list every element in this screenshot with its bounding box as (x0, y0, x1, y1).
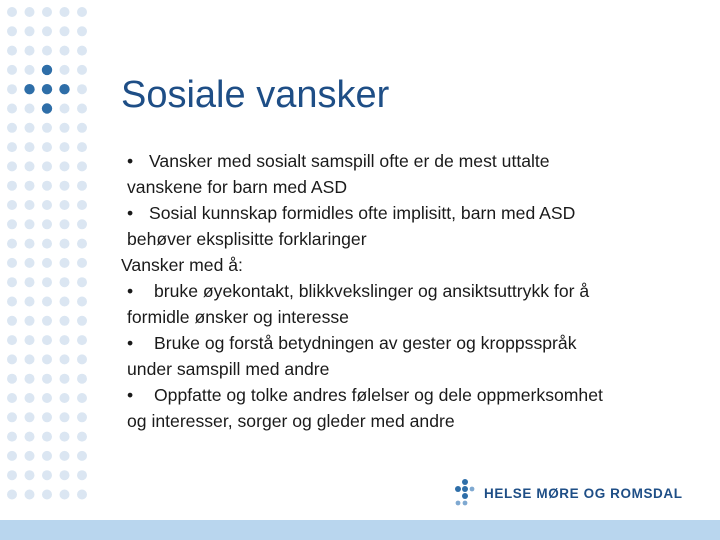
decorative-dot (42, 161, 52, 171)
decorative-dot (7, 297, 17, 307)
decorative-dot (7, 65, 17, 75)
decorative-dot (25, 65, 35, 75)
decorative-dot (25, 161, 35, 171)
decorative-dot (77, 219, 87, 229)
decorative-dot (77, 470, 87, 480)
decorative-dot (42, 316, 52, 326)
bullet-marker: • (127, 385, 134, 405)
bullet-text-continuation: under samspill med andre (127, 359, 330, 379)
decorative-dot (59, 84, 69, 94)
decorative-dot (25, 412, 35, 422)
decorative-dot (7, 277, 17, 287)
decorative-dot (42, 432, 52, 442)
decorative-dot (77, 7, 87, 17)
decorative-dot (7, 161, 17, 171)
bullet-text: Vansker med sosialt samspill ofte er de mest uttalte (149, 151, 550, 171)
decorative-dot (77, 239, 87, 249)
decorative-dot (7, 219, 17, 229)
decorative-dot (42, 103, 52, 113)
decorative-dot (60, 451, 70, 461)
decorative-dot (42, 219, 52, 229)
decorative-dot (77, 277, 87, 287)
decorative-dot (42, 200, 52, 210)
decorative-dot (25, 123, 35, 133)
bullet-text: Oppfatte og tolke andres følelser og dele oppmerksomhet (154, 385, 603, 405)
decorative-dot (77, 335, 87, 345)
decorative-dot (7, 104, 17, 114)
decorative-dot (42, 412, 52, 422)
bullet-marker: • (127, 333, 134, 353)
decorative-dot (60, 239, 70, 249)
decorative-dot (25, 451, 35, 461)
decorative-dot (7, 258, 17, 268)
decorative-dot (77, 258, 87, 268)
decorative-dot (60, 219, 70, 229)
decorative-dot (60, 316, 70, 326)
decorative-dot (42, 277, 52, 287)
decorative-dot (60, 432, 70, 442)
decorative-dot (60, 65, 70, 75)
decorative-dot (42, 470, 52, 480)
dots-logo-icon (452, 478, 478, 508)
decorative-dot (42, 490, 52, 500)
decorative-dot (77, 316, 87, 326)
decorative-dot (25, 239, 35, 249)
decorative-dot (77, 104, 87, 114)
decorative-dot (77, 451, 87, 461)
decorative-dot (77, 393, 87, 403)
decorative-dot (77, 84, 87, 94)
decorative-dot (60, 277, 70, 287)
decorative-dot (25, 393, 35, 403)
decorative-dot (42, 84, 52, 94)
decorative-dot (7, 200, 17, 210)
decorative-dot (42, 142, 52, 152)
decorative-dot (25, 335, 35, 345)
decorative-dot (25, 432, 35, 442)
decorative-dot (60, 26, 70, 36)
decorative-dot (25, 316, 35, 326)
decorative-dot (60, 374, 70, 384)
bullet-text-continuation: vanskene for barn med ASD (127, 177, 348, 197)
decorative-dot (7, 239, 17, 249)
decorative-dot (7, 335, 17, 345)
decorative-dot (7, 470, 17, 480)
decorative-dot (77, 161, 87, 171)
bullet-marker: • (127, 281, 134, 301)
decorative-dot (7, 181, 17, 191)
section-heading: Vansker med å: (121, 255, 243, 275)
decorative-dot (77, 142, 87, 152)
decorative-dot (7, 26, 17, 36)
decorative-dot (60, 412, 70, 422)
decorative-dot (25, 470, 35, 480)
decorative-dot (42, 451, 52, 461)
decorative-dot (42, 258, 52, 268)
decorative-dot (42, 46, 52, 56)
decorative-dot (25, 374, 35, 384)
decorative-dot (7, 412, 17, 422)
bullet-item (121, 148, 711, 174)
decorative-dot (25, 490, 35, 500)
decorative-dot (60, 123, 70, 133)
decorative-dot (77, 374, 87, 384)
decorative-dot (7, 374, 17, 384)
decorative-dot (77, 432, 87, 442)
slide-title: Sosiale vansker (121, 74, 390, 116)
decorative-dot (77, 26, 87, 36)
bullet-item (121, 278, 711, 304)
decorative-dot (42, 393, 52, 403)
logo (452, 478, 683, 508)
bottom-bar (0, 520, 720, 540)
decorative-dot (60, 181, 70, 191)
decorative-dot-grid (0, 0, 110, 520)
decorative-dot (7, 393, 17, 403)
decorative-dot (25, 354, 35, 364)
bullet-item (121, 330, 711, 356)
decorative-dot (77, 123, 87, 133)
bullet-text: Sosial kunnskap formidles ofte implisitt, barn med ASD (149, 203, 576, 223)
bullet-item (121, 382, 711, 408)
bullet-text-continuation: behøver eksplisitte forklaringer (127, 229, 367, 249)
decorative-dot (42, 181, 52, 191)
decorative-dot (42, 335, 52, 345)
decorative-dot (77, 297, 87, 307)
logo-text: HELSE MØRE OG ROMSDAL (484, 485, 683, 501)
decorative-dot (25, 104, 35, 114)
bullet-text: Bruke og forstå betydningen av gester og kroppsspråk (154, 333, 577, 353)
decorative-dot (60, 161, 70, 171)
decorative-dot (60, 297, 70, 307)
decorative-dot (77, 354, 87, 364)
decorative-dot (25, 258, 35, 268)
decorative-dot (7, 316, 17, 326)
decorative-dot (60, 490, 70, 500)
decorative-dot (25, 297, 35, 307)
decorative-dot (7, 451, 17, 461)
decorative-dot (25, 7, 35, 17)
decorative-dot (60, 335, 70, 345)
decorative-dot (25, 200, 35, 210)
bullet-marker: • (127, 151, 134, 171)
decorative-dot (42, 297, 52, 307)
decorative-dot (60, 258, 70, 268)
decorative-dot (77, 181, 87, 191)
decorative-dot (60, 46, 70, 56)
decorative-dot (24, 84, 34, 94)
decorative-dot (25, 277, 35, 287)
decorative-dot (25, 46, 35, 56)
decorative-dot (7, 7, 17, 17)
decorative-dot (77, 46, 87, 56)
decorative-dot (60, 354, 70, 364)
decorative-dot (60, 7, 70, 17)
bullet-item (121, 200, 711, 226)
decorative-dot (60, 142, 70, 152)
bullet-marker: • (127, 203, 134, 223)
decorative-dot (60, 104, 70, 114)
decorative-dot (77, 490, 87, 500)
decorative-dot (42, 123, 52, 133)
decorative-dot (42, 7, 52, 17)
decorative-dot (42, 239, 52, 249)
decorative-dot (25, 219, 35, 229)
bullet-text-continuation: formidle ønsker og interesse (127, 307, 349, 327)
bullet-text: bruke øyekontakt, blikkvekslinger og ansiktsuttrykk for å (154, 281, 590, 301)
decorative-dot (7, 123, 17, 133)
decorative-dot (42, 354, 52, 364)
decorative-dot (42, 374, 52, 384)
decorative-dot (60, 393, 70, 403)
decorative-dot (77, 65, 87, 75)
decorative-dot (42, 65, 52, 75)
decorative-dot (25, 26, 35, 36)
decorative-dot (7, 432, 17, 442)
decorative-dot (60, 470, 70, 480)
decorative-dot (60, 200, 70, 210)
slide-body (121, 148, 711, 434)
decorative-dot (77, 412, 87, 422)
decorative-dot (7, 354, 17, 364)
decorative-dot (7, 46, 17, 56)
decorative-dot (77, 200, 87, 210)
decorative-dot (25, 181, 35, 191)
decorative-dot (7, 84, 17, 94)
decorative-dot (7, 142, 17, 152)
decorative-dot (25, 142, 35, 152)
decorative-dot (42, 26, 52, 36)
decorative-dot (7, 490, 17, 500)
bullet-text-continuation: og interesser, sorger og gleder med andre (127, 411, 455, 431)
